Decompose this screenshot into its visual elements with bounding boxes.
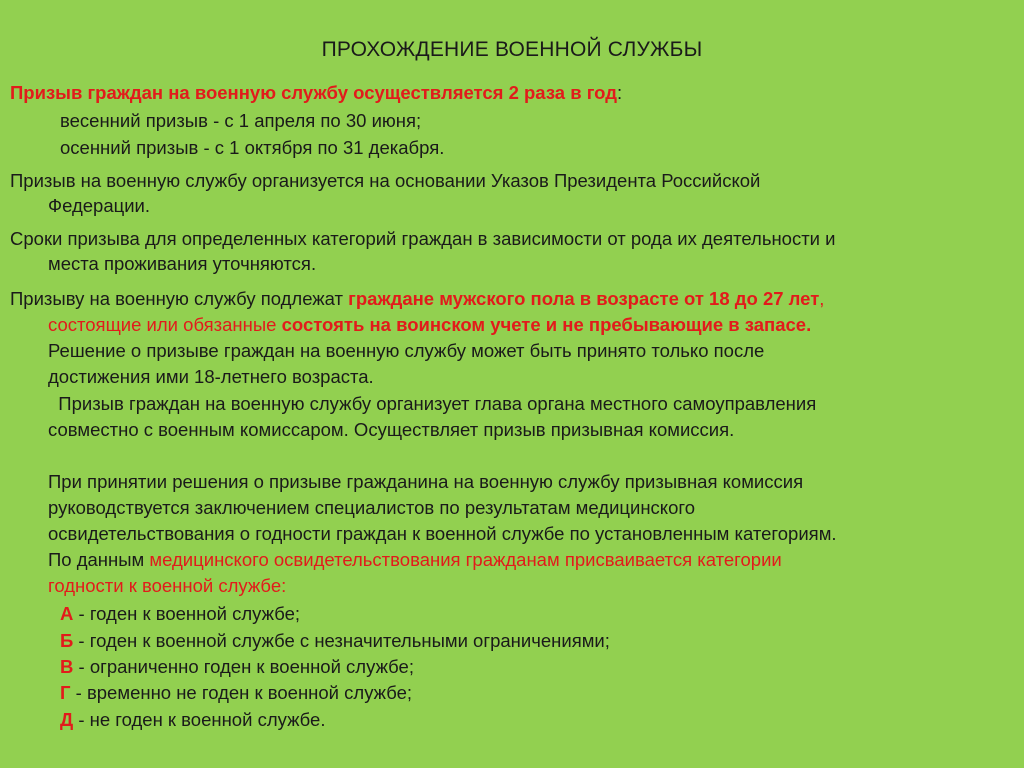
commission-line-3: освидетельствования о годности граждан к военной службе по установленным категориям. (48, 523, 837, 544)
category-text: - не годен к военной службе. (73, 709, 326, 730)
decision-line-2: достижения ими 18-летнего возраста. (48, 366, 374, 387)
subject-line2-b: состоять на воинском учете и не пребывающие в запасе. (281, 314, 812, 335)
category-d (60, 709, 325, 731)
spring-conscription: весенний призыв - с 1 апреля по 30 июня; (60, 110, 422, 131)
commission-line-4 (48, 549, 782, 571)
terms-line-2: места проживания уточняются. (48, 253, 317, 274)
commission-line-4a: По данным (48, 549, 150, 570)
category-text: - годен к военной службе; (73, 603, 301, 624)
commission-line-5: годности к военной службе: (48, 575, 287, 596)
category-letter: А (60, 603, 74, 624)
category-a (60, 603, 300, 625)
category-text: - временно не годен к военной службе; (70, 682, 413, 703)
subject-line-2 (48, 314, 811, 336)
slide-title: ПРОХОЖДЕНИЕ ВОЕННОЙ СЛУЖБЫ (321, 38, 703, 61)
category-text: - годен к военной службе с незначительными ограничениями; (73, 630, 610, 651)
conscription-frequency-text: Призыв граждан на военную службу осуществляется 2 раза в год (10, 82, 617, 103)
decree-line-2: Федерации. (48, 195, 151, 216)
subject-text-b: граждане мужского пола в возрасте от 18 до 27 лет (348, 288, 820, 309)
category-g (60, 682, 412, 704)
colon: : (616, 82, 623, 103)
subject-text-c: , (819, 288, 825, 309)
organization-line-2: совместно с военным комиссаром. Осуществляет призыв призывная комиссия. (48, 419, 735, 440)
category-letter: Б (60, 630, 74, 651)
commission-line-1: При принятии решения о призыве гражданина на военную службу призывная комиссия (48, 471, 804, 492)
category-text: - ограниченно годен к военной службе; (73, 656, 414, 677)
subject-text-a: Призыву на военную службу подлежат (10, 288, 349, 309)
conscription-frequency-line (10, 82, 622, 104)
terms-line-1: Сроки призыва для определенных категорий граждан в зависимости от рода их деятельности и (10, 228, 836, 249)
subject-line2-a: состоящие или обязанные (48, 314, 282, 335)
category-letter: Д (60, 709, 74, 730)
organization-line-1: Призыв граждан на военную службу организует глава органа местного самоуправления (48, 393, 817, 414)
category-v (60, 656, 414, 678)
subject-line-1 (10, 288, 824, 310)
decision-line-1: Решение о призыве граждан на военную службу может быть принято только после (48, 340, 765, 361)
decree-line-1: Призыв на военную службу организуется на основании Указов Президента Российской (10, 170, 761, 191)
autumn-conscription: осенний призыв - с 1 октября по 31 декабря. (60, 137, 445, 158)
commission-line-4b: медицинского освидетельствования гражданам присваивается категории (149, 549, 782, 570)
category-letter: Г (60, 682, 71, 703)
commission-line-2: руководствуется заключением специалистов по результатам медицинского (48, 497, 696, 518)
category-letter: В (60, 656, 74, 677)
category-b (60, 630, 610, 652)
